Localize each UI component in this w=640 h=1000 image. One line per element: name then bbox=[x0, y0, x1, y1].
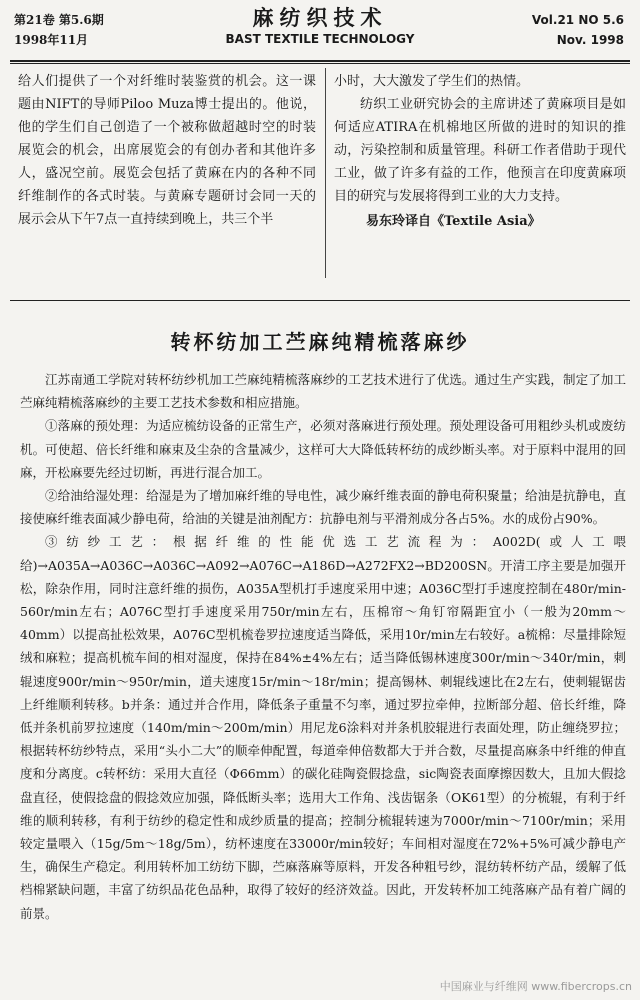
section-rule bbox=[10, 300, 630, 301]
article-paragraph-1: ①落麻的预处理：为适应梳纺设备的正常生产，必须对落麻进行预处理。预处理设备可用粗纱头机或废纺机。可使超、倍长纤维和麻束及尘杂的含量减少，这样可大大降低转杯纺的成纱断头率。对于原料中混用的回麻，开松麻要先经过切断，再进行混合加工。 bbox=[20, 418, 626, 480]
article-paragraph-2: ②给油给湿处理：给湿是为了增加麻纤维的导电性，减少麻纤维表面的静电荷积聚量；给油是抗静电，直接使麻纤维表面减少静电荷，给油的关键是油剂配方：抗静电剂与平滑剂成分各占5%。水的成份占90%。 bbox=[20, 488, 626, 527]
header-rule-thin bbox=[10, 63, 630, 64]
date-cn: 1998年11月 bbox=[14, 33, 89, 47]
journal-title-cn: 麻纺织技术 bbox=[252, 5, 388, 30]
prev-article-right-column bbox=[334, 70, 626, 233]
volume-cn: 第21卷 第5.6期 bbox=[14, 13, 104, 27]
page-header bbox=[0, 0, 640, 62]
article-body bbox=[20, 368, 626, 925]
article-title: 转杯纺加工苎麻纯精梳落麻纱 bbox=[170, 330, 470, 354]
translator-credit: 易东玲译自《Textile Asia》 bbox=[366, 214, 541, 229]
header-right bbox=[532, 10, 624, 50]
journal-title-en: BAST TEXTILE TECHNOLOGY bbox=[225, 32, 415, 46]
prev-article-right-paragraph-2: 纺织工业研究协会的主席讲述了黄麻项目是如何适应ATIRA在机棉地区所做的进时的知识的推动，污染控制和质量管理。科研工作者借助于现代工业，做了许多有益的工作，他预言在印度黄麻项目的研究与发展将得到工业的大力支持。 bbox=[334, 97, 626, 204]
prev-article-left-column bbox=[18, 70, 316, 231]
volume-en: Vol.21 NO 5.6 bbox=[531, 13, 624, 27]
prev-article-left-paragraph: 给人们提供了一个对纤维时装鉴赏的机会。这一课题由NIFT的导师Piloo Muza博士提出的。他说，他的学生们自己创造了一个被称做超越时空的时装展览会的机会，出席展览会的有创办者和其他许多人，盛况空前。展览会包括了黄麻在内的各种不同纤维制作的各式时装。与黄麻专题研讨会同一天的展示会从下午7点一直持续到晚上，共三个半 bbox=[18, 74, 316, 227]
header-rule bbox=[10, 60, 630, 62]
article-abstract: 江苏南通工学院对转杯纺纱机加工苎麻纯精梳落麻纱的工艺技术进行了优选。通过生产实践，制定了加工苎麻纯精梳落麻纱的主要工艺技术参数和相应措施。 bbox=[20, 372, 626, 411]
prev-article-right-paragraph-1: 小时，大大激发了学生们的热情。 bbox=[334, 74, 530, 89]
date-en: Nov. 1998 bbox=[556, 33, 624, 47]
watermark: 中国麻业与纤维网 www.fibercrops.cn bbox=[439, 980, 632, 993]
column-divider bbox=[325, 68, 326, 278]
article-paragraph-3: ③纺纱工艺：根据纤维的性能优选工艺流程为：A002D(或人工喂给)→A035A→A036C→A036C→A092→A076C→A186D→A272FX2→BD200SN。开清工序主要是加强开松，除杂作用，同时注意纤维的损伤，A035A型机打手速度采用中速；A036C型打手速度控制在480r/min-560r/min左右；A076C型打手速度采用750r/min左右，压棉帘～角钉帘隔距宜小（一般为20mm～40mm）以提高扯松效果，A076C型机梳卷罗拉速度适当降低，采用10r/min左右较好。a梳棉：尽量排除短绒和麻粒；提高机梳车间的相对湿度，保持在84%±4%左右；适当降低锡林速度300r/min～340r/min，刺辊速度900r/min～950r/min，道夫速度15r/min～18r/min；提高锡林、刺辊线速比在2左右，使刺辊锯齿上纤维顺利转移。b并条：通过并合作用，降低条子重量不匀率，通过罗拉牵伸，拉断部分超、倍长纤维，降低并条机前罗拉速度（140m/min～200m/min）用尼龙6涂料对并条机胶辊进行表面处理，防止缠绕罗拉；根据转杯纺纱特点，采用“头小二大”的顺牵伸配置，每道牵伸倍数都大于并合数，尽量提高麻条中纤维的伸直度和分离度。c转杯纺：采用大直径（Φ66mm）的碳化硅陶瓷假捻盘，sic陶瓷表面摩擦因数大，且加大假捻盘直径，使假捻盘的假捻效应加强，降低断头率；选用大工作角、浅齿锯条（OK61型）的分梳辊，有利于纤维的顺利转移，有利于纺纱的稳定性和成纱质量的提高；控制分梳辊转速为7000r/min～7100r/min；采用较定量喂入（15g/5m～18g/5m），纺杯速度在33000r/min较好；车间相对湿度在72%+5%可减少静电产生，确保生产稳定。利用转杯加工纺纺下脚，苎麻落麻等原料，开发各种粗号纱，混纺转杯纺产品，缓解了低档棉紧缺问题，丰富了纺织品花色品种，取得了较好的经济效益。因此，开发转杯加工纯落麻产品有着广阔的前景。 bbox=[20, 534, 626, 921]
